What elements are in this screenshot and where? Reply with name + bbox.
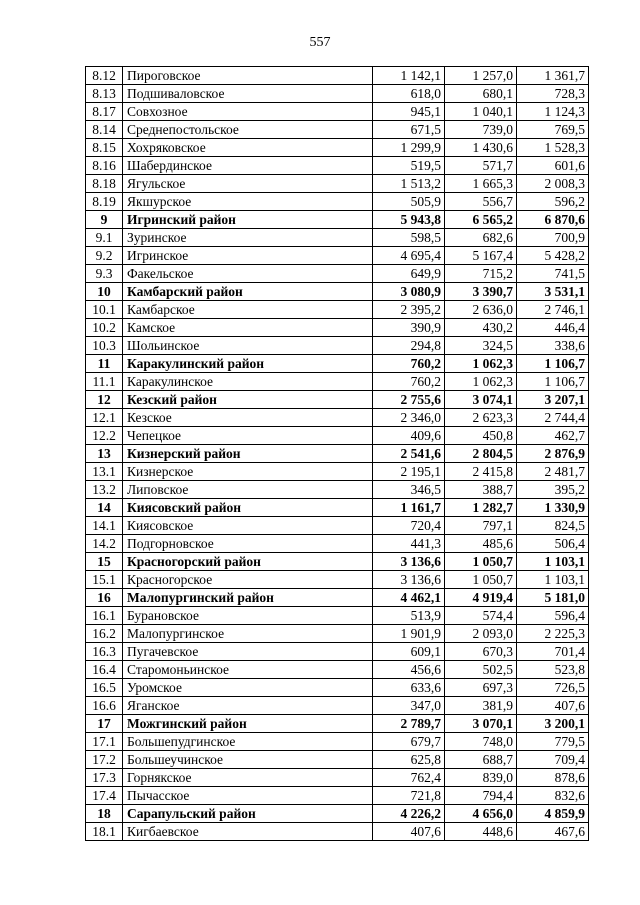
row-name-cell: Каракулинское — [123, 373, 373, 391]
row-name-cell: Подгорновское — [123, 535, 373, 553]
table-row — [86, 229, 589, 247]
row-name-cell: Красногорский район — [123, 553, 373, 571]
row-name-cell: Хохряковское — [123, 139, 373, 157]
budget-table — [85, 66, 589, 841]
table-row — [86, 157, 589, 175]
row-name-cell: Факельское — [123, 265, 373, 283]
row-number-cell: 16.1 — [86, 607, 123, 625]
row-number-cell: 9.3 — [86, 265, 123, 283]
value-cell-1: 4 226,2 — [373, 805, 445, 823]
value-cell-3: 824,5 — [517, 517, 589, 535]
value-cell-2: 2 093,0 — [445, 625, 517, 643]
value-cell-3: 5 181,0 — [517, 589, 589, 607]
row-name-cell: Липовское — [123, 481, 373, 499]
row-name-cell: Якшурское — [123, 193, 373, 211]
value-cell-3: 1 361,7 — [517, 67, 589, 85]
table-row — [86, 427, 589, 445]
value-cell-3: 1 106,7 — [517, 355, 589, 373]
table-body — [86, 67, 589, 841]
row-name-cell: Подшиваловское — [123, 85, 373, 103]
value-cell-3: 2 225,3 — [517, 625, 589, 643]
row-name-cell: Большеучинское — [123, 751, 373, 769]
row-name-cell: Камское — [123, 319, 373, 337]
value-cell-1: 945,1 — [373, 103, 445, 121]
value-cell-2: 797,1 — [445, 517, 517, 535]
table-row — [86, 823, 589, 841]
row-number-cell: 17.3 — [86, 769, 123, 787]
row-name-cell: Пычасское — [123, 787, 373, 805]
district-total-row — [86, 805, 589, 823]
value-cell-2: 670,3 — [445, 643, 517, 661]
table-row — [86, 643, 589, 661]
value-cell-1: 441,3 — [373, 535, 445, 553]
row-number-cell: 14 — [86, 499, 123, 517]
value-cell-3: 596,2 — [517, 193, 589, 211]
row-number-cell: 17.2 — [86, 751, 123, 769]
row-number-cell: 15.1 — [86, 571, 123, 589]
row-name-cell: Шольинское — [123, 337, 373, 355]
row-name-cell: Совхозное — [123, 103, 373, 121]
district-total-row — [86, 391, 589, 409]
district-total-row — [86, 553, 589, 571]
value-cell-1: 4 695,4 — [373, 247, 445, 265]
row-name-cell: Можгинский район — [123, 715, 373, 733]
value-cell-2: 748,0 — [445, 733, 517, 751]
value-cell-1: 2 789,7 — [373, 715, 445, 733]
table-row — [86, 733, 589, 751]
value-cell-1: 598,5 — [373, 229, 445, 247]
value-cell-2: 381,9 — [445, 697, 517, 715]
table-row — [86, 193, 589, 211]
value-cell-3: 2 746,1 — [517, 301, 589, 319]
row-name-cell: Зуринское — [123, 229, 373, 247]
row-number-cell: 17.1 — [86, 733, 123, 751]
row-number-cell: 8.19 — [86, 193, 123, 211]
value-cell-2: 680,1 — [445, 85, 517, 103]
value-cell-2: 4 919,4 — [445, 589, 517, 607]
row-number-cell: 16.6 — [86, 697, 123, 715]
row-number-cell: 18.1 — [86, 823, 123, 841]
value-cell-2: 450,8 — [445, 427, 517, 445]
value-cell-3: 523,8 — [517, 661, 589, 679]
value-cell-3: 407,6 — [517, 697, 589, 715]
value-cell-3: 709,4 — [517, 751, 589, 769]
table-row — [86, 301, 589, 319]
value-cell-3: 700,9 — [517, 229, 589, 247]
value-cell-2: 3 070,1 — [445, 715, 517, 733]
row-name-cell: Камбарское — [123, 301, 373, 319]
row-name-cell: Красногорское — [123, 571, 373, 589]
value-cell-2: 388,7 — [445, 481, 517, 499]
value-cell-2: 3 074,1 — [445, 391, 517, 409]
value-cell-2: 448,6 — [445, 823, 517, 841]
value-cell-3: 1 124,3 — [517, 103, 589, 121]
value-cell-1: 618,0 — [373, 85, 445, 103]
table-row — [86, 607, 589, 625]
value-cell-1: 513,9 — [373, 607, 445, 625]
table-row — [86, 625, 589, 643]
value-cell-3: 1 103,1 — [517, 571, 589, 589]
row-number-cell: 12.2 — [86, 427, 123, 445]
value-cell-2: 2 636,0 — [445, 301, 517, 319]
value-cell-1: 2 541,6 — [373, 445, 445, 463]
row-number-cell: 8.12 — [86, 67, 123, 85]
row-number-cell: 17.4 — [86, 787, 123, 805]
value-cell-2: 4 656,0 — [445, 805, 517, 823]
value-cell-3: 596,4 — [517, 607, 589, 625]
value-cell-1: 2 755,6 — [373, 391, 445, 409]
row-number-cell: 16.2 — [86, 625, 123, 643]
district-total-row — [86, 445, 589, 463]
table-row — [86, 175, 589, 193]
table-row — [86, 697, 589, 715]
row-number-cell: 13 — [86, 445, 123, 463]
row-number-cell: 11.1 — [86, 373, 123, 391]
value-cell-2: 430,2 — [445, 319, 517, 337]
value-cell-3: 338,6 — [517, 337, 589, 355]
table-row — [86, 661, 589, 679]
table-row — [86, 373, 589, 391]
value-cell-1: 1 901,9 — [373, 625, 445, 643]
table-row — [86, 769, 589, 787]
value-cell-2: 2 415,8 — [445, 463, 517, 481]
table-row — [86, 247, 589, 265]
table-row — [86, 103, 589, 121]
value-cell-2: 324,5 — [445, 337, 517, 355]
row-number-cell: 18 — [86, 805, 123, 823]
value-cell-1: 3 136,6 — [373, 571, 445, 589]
value-cell-3: 726,5 — [517, 679, 589, 697]
value-cell-3: 832,6 — [517, 787, 589, 805]
row-name-cell: Игринский район — [123, 211, 373, 229]
value-cell-2: 1 062,3 — [445, 355, 517, 373]
table-row — [86, 337, 589, 355]
value-cell-2: 2 623,3 — [445, 409, 517, 427]
row-name-cell: Яганское — [123, 697, 373, 715]
row-number-cell: 14.2 — [86, 535, 123, 553]
row-number-cell: 10 — [86, 283, 123, 301]
district-total-row — [86, 211, 589, 229]
value-cell-1: 3 080,9 — [373, 283, 445, 301]
value-cell-1: 5 943,8 — [373, 211, 445, 229]
row-name-cell: Кезский район — [123, 391, 373, 409]
value-cell-3: 4 859,9 — [517, 805, 589, 823]
value-cell-2: 697,3 — [445, 679, 517, 697]
district-total-row — [86, 283, 589, 301]
value-cell-1: 625,8 — [373, 751, 445, 769]
row-name-cell: Сарапульский район — [123, 805, 373, 823]
row-number-cell: 17 — [86, 715, 123, 733]
value-cell-2: 688,7 — [445, 751, 517, 769]
row-number-cell: 8.17 — [86, 103, 123, 121]
row-number-cell: 8.13 — [86, 85, 123, 103]
value-cell-3: 1 528,3 — [517, 139, 589, 157]
row-name-cell: Киясовский район — [123, 499, 373, 517]
row-number-cell: 9 — [86, 211, 123, 229]
value-cell-2: 556,7 — [445, 193, 517, 211]
value-cell-3: 395,2 — [517, 481, 589, 499]
value-cell-1: 347,0 — [373, 697, 445, 715]
row-name-cell: Киясовское — [123, 517, 373, 535]
row-number-cell: 16.5 — [86, 679, 123, 697]
value-cell-3: 506,4 — [517, 535, 589, 553]
value-cell-2: 502,5 — [445, 661, 517, 679]
value-cell-2: 1 665,3 — [445, 175, 517, 193]
value-cell-1: 407,6 — [373, 823, 445, 841]
table-row — [86, 121, 589, 139]
value-cell-1: 649,9 — [373, 265, 445, 283]
value-cell-2: 715,2 — [445, 265, 517, 283]
row-number-cell: 16 — [86, 589, 123, 607]
table-row — [86, 319, 589, 337]
value-cell-3: 701,4 — [517, 643, 589, 661]
value-cell-3: 3 531,1 — [517, 283, 589, 301]
row-number-cell: 10.1 — [86, 301, 123, 319]
value-cell-1: 1 513,2 — [373, 175, 445, 193]
row-name-cell: Старомоньинское — [123, 661, 373, 679]
row-name-cell: Кизнерское — [123, 463, 373, 481]
row-name-cell: Малопургинское — [123, 625, 373, 643]
value-cell-2: 5 167,4 — [445, 247, 517, 265]
value-cell-1: 519,5 — [373, 157, 445, 175]
row-name-cell: Чепецкое — [123, 427, 373, 445]
row-name-cell: Игринское — [123, 247, 373, 265]
row-name-cell: Бурановское — [123, 607, 373, 625]
row-number-cell: 8.15 — [86, 139, 123, 157]
value-cell-2: 485,6 — [445, 535, 517, 553]
value-cell-3: 2 008,3 — [517, 175, 589, 193]
row-number-cell: 13.1 — [86, 463, 123, 481]
value-cell-2: 1 282,7 — [445, 499, 517, 517]
value-cell-1: 456,6 — [373, 661, 445, 679]
district-total-row — [86, 715, 589, 733]
value-cell-1: 1 142,1 — [373, 67, 445, 85]
value-cell-2: 1 040,1 — [445, 103, 517, 121]
value-cell-3: 3 200,1 — [517, 715, 589, 733]
district-total-row — [86, 589, 589, 607]
row-name-cell: Каракулинский район — [123, 355, 373, 373]
table-row — [86, 481, 589, 499]
row-number-cell: 16.4 — [86, 661, 123, 679]
value-cell-3: 462,7 — [517, 427, 589, 445]
row-name-cell: Кизнерский район — [123, 445, 373, 463]
value-cell-1: 1 299,9 — [373, 139, 445, 157]
value-cell-2: 1 050,7 — [445, 553, 517, 571]
row-number-cell: 13.2 — [86, 481, 123, 499]
table-row — [86, 535, 589, 553]
value-cell-2: 6 565,2 — [445, 211, 517, 229]
value-cell-2: 1 430,6 — [445, 139, 517, 157]
value-cell-3: 779,5 — [517, 733, 589, 751]
row-name-cell: Уромское — [123, 679, 373, 697]
value-cell-1: 721,8 — [373, 787, 445, 805]
value-cell-1: 720,4 — [373, 517, 445, 535]
table-row — [86, 463, 589, 481]
value-cell-2: 1 257,0 — [445, 67, 517, 85]
value-cell-3: 728,3 — [517, 85, 589, 103]
row-name-cell: Среднепостольское — [123, 121, 373, 139]
row-number-cell: 15 — [86, 553, 123, 571]
row-name-cell: Камбарский район — [123, 283, 373, 301]
value-cell-3: 3 207,1 — [517, 391, 589, 409]
row-number-cell: 8.18 — [86, 175, 123, 193]
value-cell-1: 760,2 — [373, 355, 445, 373]
value-cell-1: 1 161,7 — [373, 499, 445, 517]
value-cell-1: 346,5 — [373, 481, 445, 499]
table-row — [86, 571, 589, 589]
value-cell-2: 682,6 — [445, 229, 517, 247]
value-cell-3: 5 428,2 — [517, 247, 589, 265]
row-number-cell: 14.1 — [86, 517, 123, 535]
row-name-cell: Пироговское — [123, 67, 373, 85]
table-row — [86, 787, 589, 805]
row-name-cell: Кигбаевское — [123, 823, 373, 841]
row-number-cell: 11 — [86, 355, 123, 373]
value-cell-3: 769,5 — [517, 121, 589, 139]
row-number-cell: 16.3 — [86, 643, 123, 661]
value-cell-1: 762,4 — [373, 769, 445, 787]
value-cell-1: 2 195,1 — [373, 463, 445, 481]
value-cell-3: 2 481,7 — [517, 463, 589, 481]
value-cell-3: 878,6 — [517, 769, 589, 787]
value-cell-3: 467,6 — [517, 823, 589, 841]
value-cell-3: 1 330,9 — [517, 499, 589, 517]
value-cell-3: 741,5 — [517, 265, 589, 283]
value-cell-2: 1 050,7 — [445, 571, 517, 589]
district-total-row — [86, 499, 589, 517]
table-row — [86, 265, 589, 283]
row-number-cell: 8.16 — [86, 157, 123, 175]
value-cell-3: 1 106,7 — [517, 373, 589, 391]
value-cell-1: 633,6 — [373, 679, 445, 697]
value-cell-1: 3 136,6 — [373, 553, 445, 571]
table-row — [86, 139, 589, 157]
row-name-cell: Кезское — [123, 409, 373, 427]
row-name-cell: Пугачевское — [123, 643, 373, 661]
table-row — [86, 517, 589, 535]
value-cell-3: 601,6 — [517, 157, 589, 175]
value-cell-3: 2 744,4 — [517, 409, 589, 427]
row-name-cell: Шабердинское — [123, 157, 373, 175]
table-row — [86, 85, 589, 103]
value-cell-3: 446,4 — [517, 319, 589, 337]
value-cell-1: 2 346,0 — [373, 409, 445, 427]
district-total-row — [86, 355, 589, 373]
value-cell-1: 609,1 — [373, 643, 445, 661]
row-name-cell: Большепудгинское — [123, 733, 373, 751]
value-cell-1: 294,8 — [373, 337, 445, 355]
value-cell-1: 760,2 — [373, 373, 445, 391]
value-cell-3: 2 876,9 — [517, 445, 589, 463]
value-cell-1: 2 395,2 — [373, 301, 445, 319]
value-cell-1: 409,6 — [373, 427, 445, 445]
value-cell-2: 794,4 — [445, 787, 517, 805]
value-cell-2: 2 804,5 — [445, 445, 517, 463]
value-cell-1: 4 462,1 — [373, 589, 445, 607]
value-cell-1: 671,5 — [373, 121, 445, 139]
row-number-cell: 12 — [86, 391, 123, 409]
value-cell-2: 739,0 — [445, 121, 517, 139]
row-name-cell: Малопургинский район — [123, 589, 373, 607]
page-number: 557 — [309, 35, 331, 50]
row-number-cell: 10.3 — [86, 337, 123, 355]
table-row — [86, 679, 589, 697]
row-number-cell: 12.1 — [86, 409, 123, 427]
value-cell-1: 505,9 — [373, 193, 445, 211]
row-number-cell: 10.2 — [86, 319, 123, 337]
value-cell-2: 839,0 — [445, 769, 517, 787]
table-row — [86, 409, 589, 427]
table-row — [86, 751, 589, 769]
value-cell-1: 679,7 — [373, 733, 445, 751]
row-number-cell: 9.2 — [86, 247, 123, 265]
row-number-cell: 9.1 — [86, 229, 123, 247]
value-cell-2: 574,4 — [445, 607, 517, 625]
row-number-cell: 8.14 — [86, 121, 123, 139]
value-cell-3: 6 870,6 — [517, 211, 589, 229]
value-cell-2: 571,7 — [445, 157, 517, 175]
value-cell-1: 390,9 — [373, 319, 445, 337]
table-row — [86, 67, 589, 85]
row-name-cell: Горнякское — [123, 769, 373, 787]
value-cell-3: 1 103,1 — [517, 553, 589, 571]
row-name-cell: Ягульское — [123, 175, 373, 193]
value-cell-2: 1 062,3 — [445, 373, 517, 391]
value-cell-2: 3 390,7 — [445, 283, 517, 301]
